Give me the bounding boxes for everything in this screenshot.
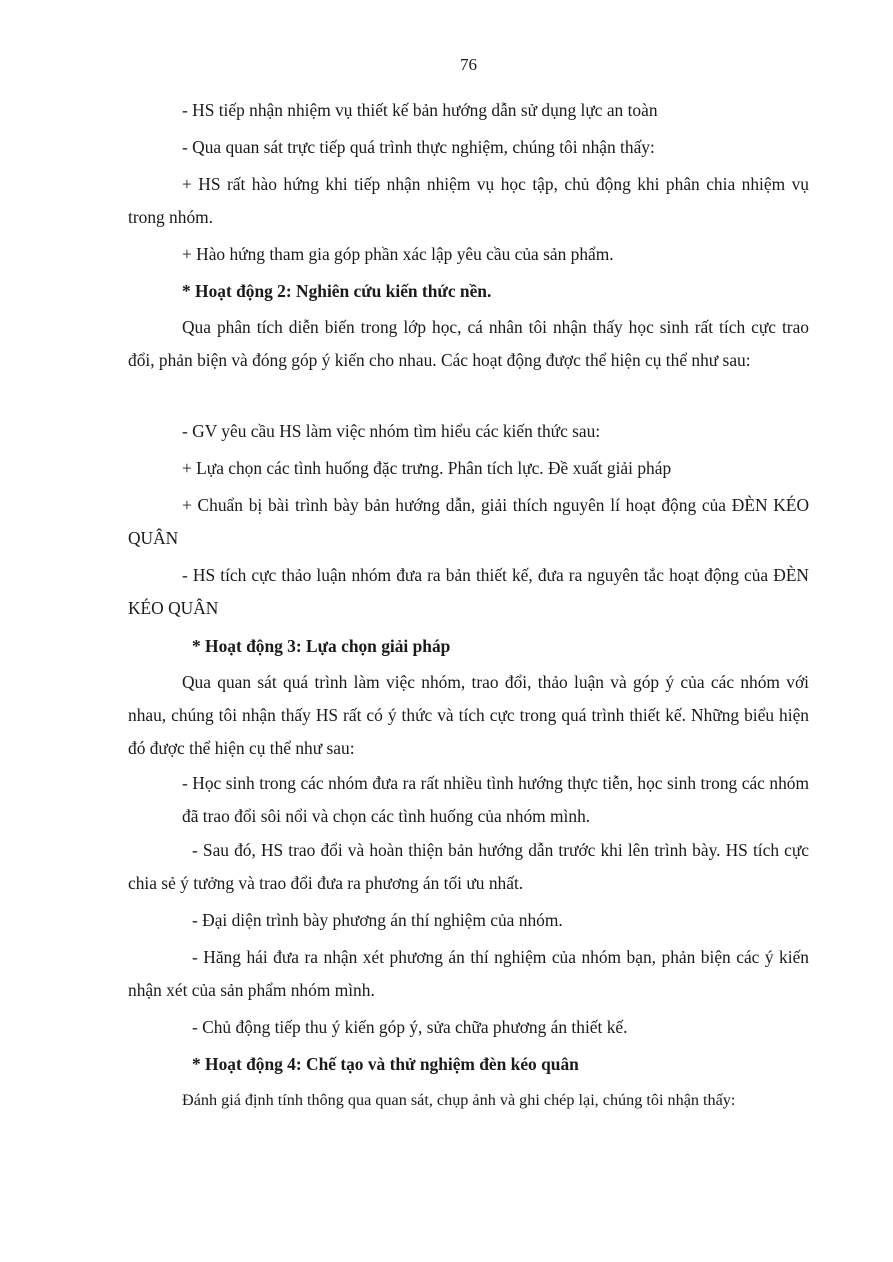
- paragraph: + Lựa chọn các tình huống đặc trưng. Phân tích lực. Đề xuất giải pháp: [182, 458, 672, 478]
- paragraph: - Qua quan sát trực tiếp quá trình thực nghiệm, chúng tôi nhận thấy:: [182, 137, 655, 157]
- paragraph: Qua phân tích diễn biến trong lớp học, cá nhân tôi nhận thấy học sinh rất tích cực trao đổi, phản biện và đóng góp ý kiến cho nhau. Các hoạt động được thể hiện cụ thể như sau:: [128, 317, 809, 370]
- paragraph: - Sau đó, HS trao đổi và hoàn thiện bản hướng dẫn trước khi lên trình bày. HS tích cực chia sẻ ý tưởng và trao đổi đưa ra phương án tối ưu nhất.: [128, 840, 809, 893]
- page-number: 76: [460, 55, 477, 74]
- paragraph: - Đại diện trình bày phương án thí nghiệm của nhóm.: [192, 910, 563, 930]
- paragraph: - HS tiếp nhận nhiệm vụ thiết kế bản hướng dẫn sử dụng lực an toàn: [182, 100, 658, 120]
- paragraph: - Học sinh trong các nhóm đưa ra rất nhiều tình hướng thực tiễn, học sinh trong các nhóm đã trao đổi sôi nổi và chọn các tình huống của nhóm mình.: [182, 773, 809, 826]
- paragraph: + Chuẩn bị bài trình bày bản hướng dẫn, giải thích nguyên lí hoạt động của ĐÈN KÉO QUÂN: [128, 495, 809, 548]
- paragraph: - Chủ động tiếp thu ý kiến góp ý, sửa chữa phương án thiết kế.: [192, 1017, 628, 1037]
- paragraph: - GV yêu cầu HS làm việc nhóm tìm hiểu các kiến thức sau:: [182, 421, 601, 441]
- paragraph: + HS rất hào hứng khi tiếp nhận nhiệm vụ học tập, chủ động khi phân chia nhiệm vụ trong nhóm.: [128, 174, 809, 227]
- section-heading: * Hoạt động 3: Lựa chọn giải pháp: [192, 636, 451, 656]
- paragraph: - Hăng hái đưa ra nhận xét phương án thí nghiệm của nhóm bạn, phản biện các ý kiến nhận xét của sản phẩm nhóm mình.: [128, 947, 809, 1000]
- paragraph: - HS tích cực thảo luận nhóm đưa ra bản thiết kế, đưa ra nguyên tắc hoạt động của ĐÈN KÉO QUÂN: [128, 565, 809, 618]
- paragraph: + Hào hứng tham gia góp phần xác lập yêu cầu của sản phẩm.: [182, 244, 614, 264]
- section-heading: * Hoạt động 4: Chế tạo và thử nghiệm đèn kéo quân: [192, 1054, 579, 1074]
- paragraph: Qua quan sát quá trình làm việc nhóm, trao đổi, thảo luận và góp ý của các nhóm với nhau, chúng tôi nhận thấy HS rất có ý thức và tích cực trong quá trình thiết kế. Những biểu hiện đó được thể hiện cụ thể như sau:: [128, 672, 809, 758]
- section-heading: * Hoạt động 2: Nghiên cứu kiến thức nền.: [182, 281, 492, 301]
- paragraph: Đánh giá định tính thông qua quan sát, chụp ảnh và ghi chép lại, chúng tôi nhận thấy:: [182, 1091, 736, 1109]
